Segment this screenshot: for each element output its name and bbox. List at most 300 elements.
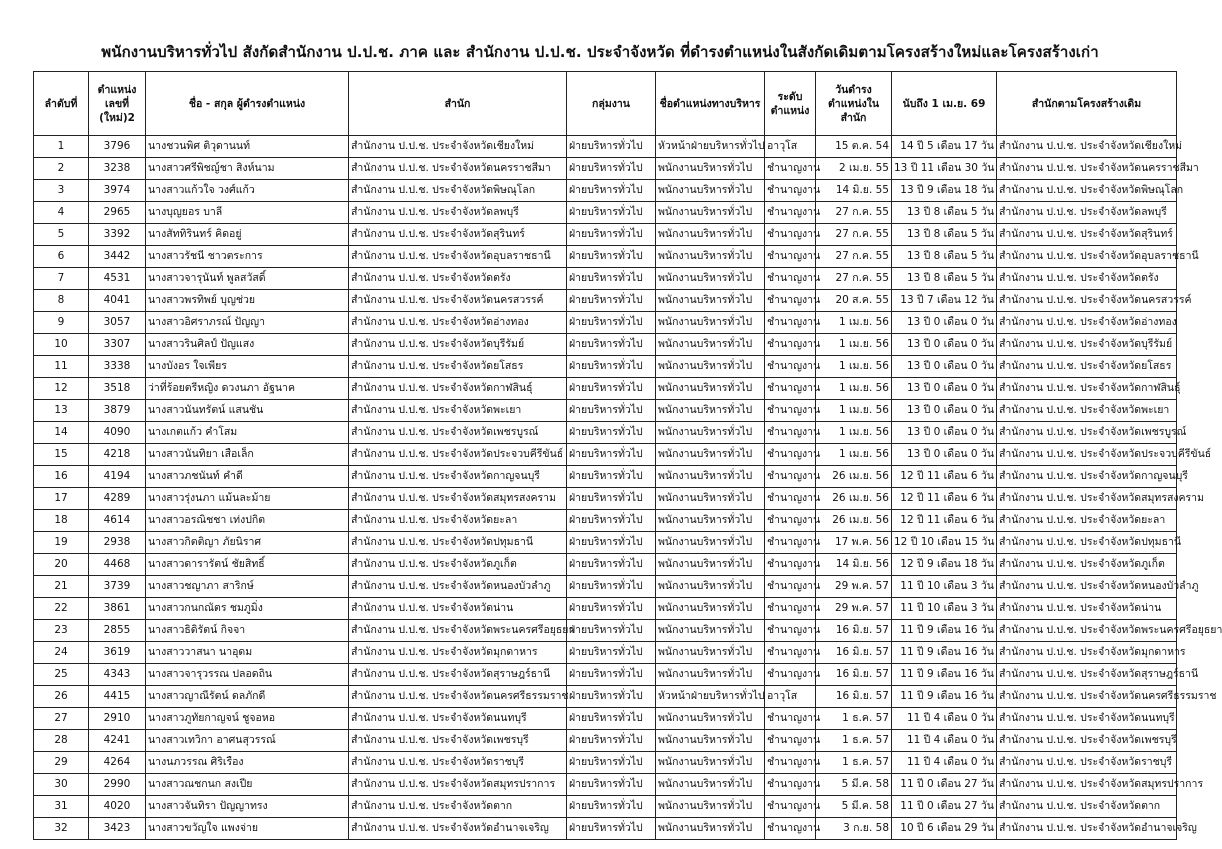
- cell-position: พนักงานบริหารทั่วไป: [656, 796, 765, 818]
- cell-position: พนักงานบริหารทั่วไป: [656, 774, 765, 796]
- cell-level: ชำนาญงาน: [765, 312, 816, 334]
- cell-position: พนักงานบริหารทั่วไป: [656, 422, 765, 444]
- cell-name: นางสาวอิศราภรณ์ ปัญญา: [146, 312, 349, 334]
- cell-duration: 11 ปี 4 เดือน 0 วัน: [892, 708, 997, 730]
- cell-office: สำนักงาน ป.ป.ช. ประจำจังหวัดอำนาจเจริญ: [349, 818, 567, 840]
- cell-old-office: สำนักงาน ป.ป.ช. ประจำจังหวัดนครศรีธรรมราช: [997, 686, 1177, 708]
- cell-office: สำนักงาน ป.ป.ช. ประจำจังหวัดยโสธร: [349, 356, 567, 378]
- header-duration: นับถึง 1 เม.ย. 69: [892, 72, 997, 136]
- cell-position: พนักงานบริหารทั่วไป: [656, 246, 765, 268]
- cell-name: นางสาวจันทิรา ปัญญาทรง: [146, 796, 349, 818]
- cell-duration: 11 ปี 9 เดือน 16 วัน: [892, 664, 997, 686]
- table-row: [34, 774, 1177, 796]
- table-row: [34, 730, 1177, 752]
- cell-level: ชำนาญงาน: [765, 554, 816, 576]
- cell-name: นางสาวธิดิรัตน์ กิจจา: [146, 620, 349, 642]
- cell-start-date: 16 มิ.ย. 57: [816, 620, 892, 642]
- cell-position: พนักงานบริหารทั่วไป: [656, 290, 765, 312]
- cell-position-number: 3974: [89, 180, 146, 202]
- cell-office: สำนักงาน ป.ป.ช. ประจำจังหวัดสมุทรปราการ: [349, 774, 567, 796]
- table-body: [34, 136, 1222, 840]
- cell-old-office: สำนักงาน ป.ป.ช. ประจำจังหวัดพะเยา: [997, 400, 1177, 422]
- cell-group: ฝ่ายบริหารทั่วไป: [567, 246, 656, 268]
- cell-position-number: 4020: [89, 796, 146, 818]
- cell-level: อาวุโส: [765, 136, 816, 158]
- cell-group: ฝ่ายบริหารทั่วไป: [567, 620, 656, 642]
- cell-group: ฝ่ายบริหารทั่วไป: [567, 554, 656, 576]
- table-row: [34, 818, 1177, 840]
- cell-duration: 11 ปี 0 เดือน 27 วัน: [892, 774, 997, 796]
- cell-old-office: สำนักงาน ป.ป.ช. ประจำจังหวัดนครสวรรค์: [997, 290, 1177, 312]
- cell-no: 20: [34, 554, 89, 576]
- cell-name: นางสาวดารารัตน์ ชัยสิทธิ์: [146, 554, 349, 576]
- cell-position-number: 2938: [89, 532, 146, 554]
- table-row: [34, 532, 1177, 554]
- cell-office: สำนักงาน ป.ป.ช. ประจำจังหวัดพระนครศรีอยุธยา: [349, 620, 567, 642]
- header-start-date: วันดำรงตำแหน่งในสำนัก: [816, 72, 892, 136]
- cell-group: ฝ่ายบริหารทั่วไป: [567, 466, 656, 488]
- cell-office: สำนักงาน ป.ป.ช. ประจำจังหวัดประจวบคีรีขันธ์: [349, 444, 567, 466]
- cell-old-office: สำนักงาน ป.ป.ช. ประจำจังหวัดสมุทรปราการ: [997, 774, 1177, 796]
- cell-start-date: 1 เม.ย. 56: [816, 378, 892, 400]
- cell-name: นางชวนพิศ ติวุดานนท์: [146, 136, 349, 158]
- cell-group: ฝ่ายบริหารทั่วไป: [567, 268, 656, 290]
- cell-office: สำนักงาน ป.ป.ช. ประจำจังหวัดภูเก็ต: [349, 554, 567, 576]
- cell-level: ชำนาญงาน: [765, 642, 816, 664]
- cell-group: ฝ่ายบริหารทั่วไป: [567, 774, 656, 796]
- cell-level: ชำนาญงาน: [765, 422, 816, 444]
- cell-group: ฝ่ายบริหารทั่วไป: [567, 752, 656, 774]
- table-row: [34, 158, 1177, 180]
- cell-name: นางสาวจารุนันท์ พูลสวัสดิ์: [146, 268, 349, 290]
- cell-start-date: 1 ธ.ค. 57: [816, 708, 892, 730]
- cell-name: ว่าที่ร้อยตรีหญิง ดวงนภา อัฐนาค: [146, 378, 349, 400]
- cell-start-date: 16 มิ.ย. 57: [816, 686, 892, 708]
- cell-start-date: 1 ธ.ค. 57: [816, 752, 892, 774]
- cell-position-number: 3879: [89, 400, 146, 422]
- cell-position-number: 3619: [89, 642, 146, 664]
- cell-position: พนักงานบริหารทั่วไป: [656, 664, 765, 686]
- cell-position: พนักงานบริหารทั่วไป: [656, 444, 765, 466]
- cell-level: ชำนาญงาน: [765, 488, 816, 510]
- table-row: [34, 752, 1177, 774]
- cell-level: ชำนาญงาน: [765, 620, 816, 642]
- table-row: [34, 136, 1177, 158]
- cell-name: นางสาวอรณิชชา เท่งปกิต: [146, 510, 349, 532]
- table-row: [34, 268, 1177, 290]
- cell-group: ฝ่ายบริหารทั่วไป: [567, 180, 656, 202]
- cell-office: สำนักงาน ป.ป.ช. ประจำจังหวัดพะเยา: [349, 400, 567, 422]
- cell-position: พนักงานบริหารทั่วไป: [656, 334, 765, 356]
- cell-no: 10: [34, 334, 89, 356]
- table-row: [34, 444, 1177, 466]
- table-row: [34, 202, 1177, 224]
- cell-start-date: 27 ก.ค. 55: [816, 224, 892, 246]
- cell-no: 13: [34, 400, 89, 422]
- cell-start-date: 27 ก.ค. 55: [816, 268, 892, 290]
- cell-office: สำนักงาน ป.ป.ช. ประจำจังหวัดปทุมธานี: [349, 532, 567, 554]
- cell-old-office: สำนักงาน ป.ป.ช. ประจำจังหวัดกาญจนบุรี: [997, 466, 1177, 488]
- cell-group: ฝ่ายบริหารทั่วไป: [567, 158, 656, 180]
- cell-group: ฝ่ายบริหารทั่วไป: [567, 510, 656, 532]
- cell-no: 32: [34, 818, 89, 840]
- cell-group: ฝ่ายบริหารทั่วไป: [567, 532, 656, 554]
- cell-no: 22: [34, 598, 89, 620]
- staff-table: [33, 71, 1222, 840]
- cell-name: นางเกตแก้ว คำโสม: [146, 422, 349, 444]
- cell-duration: 13 ปี 0 เดือน 0 วัน: [892, 312, 997, 334]
- cell-level: ชำนาญงาน: [765, 202, 816, 224]
- cell-duration: 11 ปี 4 เดือน 0 วัน: [892, 730, 997, 752]
- table-row: [34, 708, 1177, 730]
- cell-office: สำนักงาน ป.ป.ช. ประจำจังหวัดตาก: [349, 796, 567, 818]
- cell-office: สำนักงาน ป.ป.ช. ประจำจังหวัดสมุทรสงคราม: [349, 488, 567, 510]
- cell-start-date: 1 เม.ย. 56: [816, 312, 892, 334]
- cell-office: สำนักงาน ป.ป.ช. ประจำจังหวัดนนทบุรี: [349, 708, 567, 730]
- table-row: [34, 400, 1177, 422]
- cell-duration: 14 ปี 5 เดือน 17 วัน: [892, 136, 997, 158]
- cell-position-number: 3739: [89, 576, 146, 598]
- cell-no: 16: [34, 466, 89, 488]
- table-row: [34, 554, 1177, 576]
- cell-level: ชำนาญงาน: [765, 224, 816, 246]
- cell-start-date: 14 มิ.ย. 56: [816, 554, 892, 576]
- cell-level: ชำนาญงาน: [765, 158, 816, 180]
- cell-position: พนักงานบริหารทั่วไป: [656, 642, 765, 664]
- cell-start-date: 17 พ.ค. 56: [816, 532, 892, 554]
- cell-start-date: 5 มี.ค. 58: [816, 796, 892, 818]
- cell-start-date: 29 พ.ค. 57: [816, 598, 892, 620]
- cell-office: สำนักงาน ป.ป.ช. ประจำจังหวัดนครสวรรค์: [349, 290, 567, 312]
- table-row: [34, 334, 1177, 356]
- cell-group: ฝ่ายบริหารทั่วไป: [567, 818, 656, 840]
- cell-old-office: สำนักงาน ป.ป.ช. ประจำจังหวัดตาก: [997, 796, 1177, 818]
- cell-level: ชำนาญงาน: [765, 466, 816, 488]
- cell-no: 7: [34, 268, 89, 290]
- cell-no: 26: [34, 686, 89, 708]
- cell-old-office: สำนักงาน ป.ป.ช. ประจำจังหวัดอำนาจเจริญ: [997, 818, 1177, 840]
- cell-group: ฝ่ายบริหารทั่วไป: [567, 730, 656, 752]
- cell-position: พนักงานบริหารทั่วไป: [656, 180, 765, 202]
- table-row: [34, 598, 1177, 620]
- cell-position: พนักงานบริหารทั่วไป: [656, 620, 765, 642]
- cell-name: นางสาวนันทิยา เสือเล็ก: [146, 444, 349, 466]
- cell-duration: 13 ปี 8 เดือน 5 วัน: [892, 224, 997, 246]
- cell-name: นางสาววาสนา นาอุดม: [146, 642, 349, 664]
- cell-old-office: สำนักงาน ป.ป.ช. ประจำจังหวัดเพชรบูรณ์: [997, 422, 1177, 444]
- cell-no: 15: [34, 444, 89, 466]
- cell-old-office: สำนักงาน ป.ป.ช. ประจำจังหวัดกาฬสินธุ์: [997, 378, 1177, 400]
- cell-duration: 11 ปี 10 เดือน 3 วัน: [892, 576, 997, 598]
- cell-group: ฝ่ายบริหารทั่วไป: [567, 444, 656, 466]
- cell-name: นางสาวภูทัยกาญจน์ ชูจอหอ: [146, 708, 349, 730]
- cell-position-number: 4194: [89, 466, 146, 488]
- cell-duration: 12 ปี 9 เดือน 18 วัน: [892, 554, 997, 576]
- cell-old-office: สำนักงาน ป.ป.ช. ประจำจังหวัดตรัง: [997, 268, 1177, 290]
- cell-start-date: 27 ก.ค. 55: [816, 246, 892, 268]
- cell-duration: 13 ปี 0 เดือน 0 วัน: [892, 400, 997, 422]
- cell-position-number: 4241: [89, 730, 146, 752]
- cell-name: นางสาวจารุวรรณ ปลอดถิน: [146, 664, 349, 686]
- header-level: ระดับตำแหน่ง: [765, 72, 816, 136]
- cell-old-office: สำนักงาน ป.ป.ช. ประจำจังหวัดปทุมธานี: [997, 532, 1177, 554]
- cell-old-office: สำนักงาน ป.ป.ช. ประจำจังหวัดบุรีรัมย์: [997, 334, 1177, 356]
- cell-name: นางสาวกนกณัตร ชมภูมิ่ง: [146, 598, 349, 620]
- cell-position-number: 3057: [89, 312, 146, 334]
- cell-level: ชำนาญงาน: [765, 400, 816, 422]
- cell-no: 27: [34, 708, 89, 730]
- cell-position-number: 4415: [89, 686, 146, 708]
- cell-position-number: 3796: [89, 136, 146, 158]
- cell-group: ฝ่ายบริหารทั่วไป: [567, 224, 656, 246]
- cell-no: 12: [34, 378, 89, 400]
- cell-group: ฝ่ายบริหารทั่วไป: [567, 796, 656, 818]
- cell-old-office: สำนักงาน ป.ป.ช. ประจำจังหวัดนครราชสีมา: [997, 158, 1177, 180]
- cell-duration: 12 ปี 10 เดือน 15 วัน: [892, 532, 997, 554]
- cell-level: ชำนาญงาน: [765, 730, 816, 752]
- cell-duration: 11 ปี 10 เดือน 3 วัน: [892, 598, 997, 620]
- cell-no: 24: [34, 642, 89, 664]
- cell-level: ชำนาญงาน: [765, 774, 816, 796]
- cell-name: นางสาวกิตติญา ภัยนิราศ: [146, 532, 349, 554]
- cell-duration: 12 ปี 11 เดือน 6 วัน: [892, 510, 997, 532]
- cell-start-date: 26 เม.ย. 56: [816, 466, 892, 488]
- cell-duration: 13 ปี 11 เดือน 30 วัน: [892, 158, 997, 180]
- table-row: [34, 224, 1177, 246]
- cell-level: ชำนาญงาน: [765, 334, 816, 356]
- cell-level: ชำนาญงาน: [765, 818, 816, 840]
- cell-start-date: 20 ส.ค. 55: [816, 290, 892, 312]
- cell-old-office: สำนักงาน ป.ป.ช. ประจำจังหวัดภูเก็ต: [997, 554, 1177, 576]
- cell-name: นางบังอร ใจเพียร: [146, 356, 349, 378]
- cell-office: สำนักงาน ป.ป.ช. ประจำจังหวัดตรัง: [349, 268, 567, 290]
- cell-old-office: สำนักงาน ป.ป.ช. ประจำจังหวัดประจวบคีรีขันธ์: [997, 444, 1177, 466]
- cell-position: พนักงานบริหารทั่วไป: [656, 202, 765, 224]
- cell-old-office: สำนักงาน ป.ป.ช. ประจำจังหวัดอ่างทอง: [997, 312, 1177, 334]
- header-group: กลุ่มงาน: [567, 72, 656, 136]
- cell-start-date: 1 เม.ย. 56: [816, 356, 892, 378]
- cell-name: นางสาวรัชนี ชาวตระการ: [146, 246, 349, 268]
- cell-duration: 11 ปี 4 เดือน 0 วัน: [892, 752, 997, 774]
- cell-name: นางสาวญาณีรัตน์ ดลภักดี: [146, 686, 349, 708]
- cell-no: 3: [34, 180, 89, 202]
- cell-position-number: 4041: [89, 290, 146, 312]
- header-name: ชื่อ - สกุล ผู้ดำรงตำแหน่ง: [146, 72, 349, 136]
- cell-old-office: สำนักงาน ป.ป.ช. ประจำจังหวัดลพบุรี: [997, 202, 1177, 224]
- cell-duration: 10 ปี 6 เดือน 29 วัน: [892, 818, 997, 840]
- cell-position-number: 3238: [89, 158, 146, 180]
- cell-old-office: สำนักงาน ป.ป.ช. ประจำจังหวัดหนองบัวลำภู: [997, 576, 1177, 598]
- cell-level: ชำนาญงาน: [765, 708, 816, 730]
- cell-no: 21: [34, 576, 89, 598]
- cell-position: พนักงานบริหารทั่วไป: [656, 554, 765, 576]
- cell-name: นางสาวภชนันท์ คำดี: [146, 466, 349, 488]
- cell-group: ฝ่ายบริหารทั่วไป: [567, 290, 656, 312]
- cell-office: สำนักงาน ป.ป.ช. ประจำจังหวัดกาญจนบุรี: [349, 466, 567, 488]
- table-row: [34, 246, 1177, 268]
- cell-old-office: สำนักงาน ป.ป.ช. ประจำจังหวัดสมุทรสงคราม: [997, 488, 1177, 510]
- cell-level: ชำนาญงาน: [765, 598, 816, 620]
- cell-duration: 13 ปี 0 เดือน 0 วัน: [892, 356, 997, 378]
- cell-position: พนักงานบริหารทั่วไป: [656, 708, 765, 730]
- table-row: [34, 180, 1177, 202]
- cell-no: 23: [34, 620, 89, 642]
- cell-office: สำนักงาน ป.ป.ช. ประจำจังหวัดหนองบัวลำภู: [349, 576, 567, 598]
- table-row: [34, 576, 1177, 598]
- cell-position: พนักงานบริหารทั่วไป: [656, 818, 765, 840]
- cell-no: 28: [34, 730, 89, 752]
- cell-old-office: สำนักงาน ป.ป.ช. ประจำจังหวัดสุราษฎร์ธานี: [997, 664, 1177, 686]
- cell-group: ฝ่ายบริหารทั่วไป: [567, 422, 656, 444]
- header-office: สำนัก: [349, 72, 567, 136]
- cell-office: สำนักงาน ป.ป.ช. ประจำจังหวัดลพบุรี: [349, 202, 567, 224]
- cell-old-office: สำนักงาน ป.ป.ช. ประจำจังหวัดราชบุรี: [997, 752, 1177, 774]
- cell-position: พนักงานบริหารทั่วไป: [656, 532, 765, 554]
- cell-no: 4: [34, 202, 89, 224]
- cell-position: หัวหน้าฝ่ายบริหารทั่วไป: [656, 136, 765, 158]
- cell-duration: 11 ปี 0 เดือน 27 วัน: [892, 796, 997, 818]
- cell-office: สำนักงาน ป.ป.ช. ประจำจังหวัดอ่างทอง: [349, 312, 567, 334]
- cell-position-number: 4343: [89, 664, 146, 686]
- cell-old-office: สำนักงาน ป.ป.ช. ประจำจังหวัดน่าน: [997, 598, 1177, 620]
- cell-level: ชำนาญงาน: [765, 796, 816, 818]
- cell-duration: 13 ปี 9 เดือน 18 วัน: [892, 180, 997, 202]
- cell-old-office: สำนักงาน ป.ป.ช. ประจำจังหวัดนนทบุรี: [997, 708, 1177, 730]
- cell-position-number: 3442: [89, 246, 146, 268]
- cell-group: ฝ่ายบริหารทั่วไป: [567, 400, 656, 422]
- cell-old-office: สำนักงาน ป.ป.ช. ประจำจังหวัดยโสธร: [997, 356, 1177, 378]
- cell-position: พนักงานบริหารทั่วไป: [656, 158, 765, 180]
- cell-start-date: 1 เม.ย. 56: [816, 334, 892, 356]
- cell-office: สำนักงาน ป.ป.ช. ประจำจังหวัดพิษณุโลก: [349, 180, 567, 202]
- cell-no: 19: [34, 532, 89, 554]
- cell-position: พนักงานบริหารทั่วไป: [656, 378, 765, 400]
- cell-group: ฝ่ายบริหารทั่วไป: [567, 356, 656, 378]
- cell-office: สำนักงาน ป.ป.ช. ประจำจังหวัดสุราษฎร์ธานี: [349, 664, 567, 686]
- cell-group: ฝ่ายบริหารทั่วไป: [567, 202, 656, 224]
- cell-start-date: 1 เม.ย. 56: [816, 444, 892, 466]
- cell-position-number: 3423: [89, 818, 146, 840]
- cell-group: ฝ่ายบริหารทั่วไป: [567, 576, 656, 598]
- cell-start-date: 16 มิ.ย. 57: [816, 664, 892, 686]
- cell-old-office: สำนักงาน ป.ป.ช. ประจำจังหวัดเพชรบุรี: [997, 730, 1177, 752]
- cell-duration: 13 ปี 8 เดือน 5 วัน: [892, 202, 997, 224]
- cell-no: 11: [34, 356, 89, 378]
- cell-duration: 12 ปี 11 เดือน 6 วัน: [892, 488, 997, 510]
- table-row: [34, 422, 1177, 444]
- cell-no: 8: [34, 290, 89, 312]
- cell-level: ชำนาญงาน: [765, 180, 816, 202]
- cell-start-date: 15 ต.ค. 54: [816, 136, 892, 158]
- cell-level: ชำนาญงาน: [765, 532, 816, 554]
- cell-old-office: สำนักงาน ป.ป.ช. ประจำจังหวัดสุรินทร์: [997, 224, 1177, 246]
- cell-start-date: 27 ก.ค. 55: [816, 202, 892, 224]
- cell-no: 31: [34, 796, 89, 818]
- cell-position: พนักงานบริหารทั่วไป: [656, 400, 765, 422]
- table-row: [34, 290, 1177, 312]
- cell-name: นางสาวนันทรัตน์ แสนชัน: [146, 400, 349, 422]
- cell-old-office: สำนักงาน ป.ป.ช. ประจำจังหวัดยะลา: [997, 510, 1177, 532]
- cell-no: 17: [34, 488, 89, 510]
- cell-office: สำนักงาน ป.ป.ช. ประจำจังหวัดมุกดาหาร: [349, 642, 567, 664]
- cell-start-date: 5 มี.ค. 58: [816, 774, 892, 796]
- cell-position-number: 3861: [89, 598, 146, 620]
- cell-group: ฝ่ายบริหารทั่วไป: [567, 664, 656, 686]
- cell-name: นางสัททิรินทร์ คิดอยู่: [146, 224, 349, 246]
- cell-start-date: 26 เม.ย. 56: [816, 510, 892, 532]
- cell-position-number: 4218: [89, 444, 146, 466]
- cell-level: ชำนาญงาน: [765, 576, 816, 598]
- table-row: [34, 378, 1177, 400]
- cell-start-date: 14 มิ.ย. 55: [816, 180, 892, 202]
- cell-name: นางสาวแก้วใจ วงศ์แก้ว: [146, 180, 349, 202]
- cell-position: พนักงานบริหารทั่วไป: [656, 510, 765, 532]
- table-row: [34, 664, 1177, 686]
- cell-duration: 13 ปี 0 เดือน 0 วัน: [892, 378, 997, 400]
- cell-position-number: 3338: [89, 356, 146, 378]
- cell-start-date: 1 เม.ย. 56: [816, 400, 892, 422]
- cell-group: ฝ่ายบริหารทั่วไป: [567, 136, 656, 158]
- cell-position: พนักงานบริหารทั่วไป: [656, 224, 765, 246]
- cell-level: ชำนาญงาน: [765, 664, 816, 686]
- cell-duration: 11 ปี 9 เดือน 16 วัน: [892, 620, 997, 642]
- cell-duration: 12 ปี 11 เดือน 6 วัน: [892, 466, 997, 488]
- cell-group: ฝ่ายบริหารทั่วไป: [567, 686, 656, 708]
- cell-position: พนักงานบริหารทั่วไป: [656, 488, 765, 510]
- table-row: [34, 488, 1177, 510]
- cell-office: สำนักงาน ป.ป.ช. ประจำจังหวัดเชียงใหม่: [349, 136, 567, 158]
- cell-position: หัวหน้าฝ่ายบริหารทั่วไป: [656, 686, 765, 708]
- cell-name: นางสาวณชกนก สงเปีย: [146, 774, 349, 796]
- cell-duration: 13 ปี 8 เดือน 5 วัน: [892, 268, 997, 290]
- cell-name: นางสาวรุ่งนภา แม้นละม้าย: [146, 488, 349, 510]
- cell-old-office: สำนักงาน ป.ป.ช. ประจำจังหวัดพิษณุโลก: [997, 180, 1177, 202]
- cell-office: สำนักงาน ป.ป.ช. ประจำจังหวัดราชบุรี: [349, 752, 567, 774]
- cell-duration: 13 ปี 7 เดือน 12 วัน: [892, 290, 997, 312]
- header-row: [34, 72, 1177, 136]
- cell-start-date: 1 เม.ย. 56: [816, 422, 892, 444]
- cell-group: ฝ่ายบริหารทั่วไป: [567, 488, 656, 510]
- cell-duration: 11 ปี 9 เดือน 16 วัน: [892, 686, 997, 708]
- cell-position-number: 4289: [89, 488, 146, 510]
- cell-duration: 13 ปี 0 เดือน 0 วัน: [892, 334, 997, 356]
- cell-name: นางสาวเทวิกา อาศนสุวรรณ์: [146, 730, 349, 752]
- cell-level: ชำนาญงาน: [765, 444, 816, 466]
- cell-office: สำนักงาน ป.ป.ช. ประจำจังหวัดนครศรีธรรมราช: [349, 686, 567, 708]
- cell-position-number: 4264: [89, 752, 146, 774]
- cell-group: ฝ่ายบริหารทั่วไป: [567, 378, 656, 400]
- cell-no: 6: [34, 246, 89, 268]
- header-no: ลำดับที่: [34, 72, 89, 136]
- cell-level: ชำนาญงาน: [765, 510, 816, 532]
- table-row: [34, 312, 1177, 334]
- cell-position: พนักงานบริหารทั่วไป: [656, 268, 765, 290]
- table-row: [34, 356, 1177, 378]
- cell-name: นางบุญยอร บาลี: [146, 202, 349, 224]
- cell-position-number: 4614: [89, 510, 146, 532]
- cell-level: ชำนาญงาน: [765, 752, 816, 774]
- cell-position-number: 2990: [89, 774, 146, 796]
- cell-level: ชำนาญงาน: [765, 290, 816, 312]
- cell-office: สำนักงาน ป.ป.ช. ประจำจังหวัดอุบลราชธานี: [349, 246, 567, 268]
- cell-position-number: 4090: [89, 422, 146, 444]
- cell-position: พนักงานบริหารทั่วไป: [656, 752, 765, 774]
- cell-no: 25: [34, 664, 89, 686]
- cell-position: พนักงานบริหารทั่วไป: [656, 598, 765, 620]
- table-row: [34, 620, 1177, 642]
- header-position-number: ตำแหน่งเลขที่ (ใหม่)2: [89, 72, 146, 136]
- cell-no: 18: [34, 510, 89, 532]
